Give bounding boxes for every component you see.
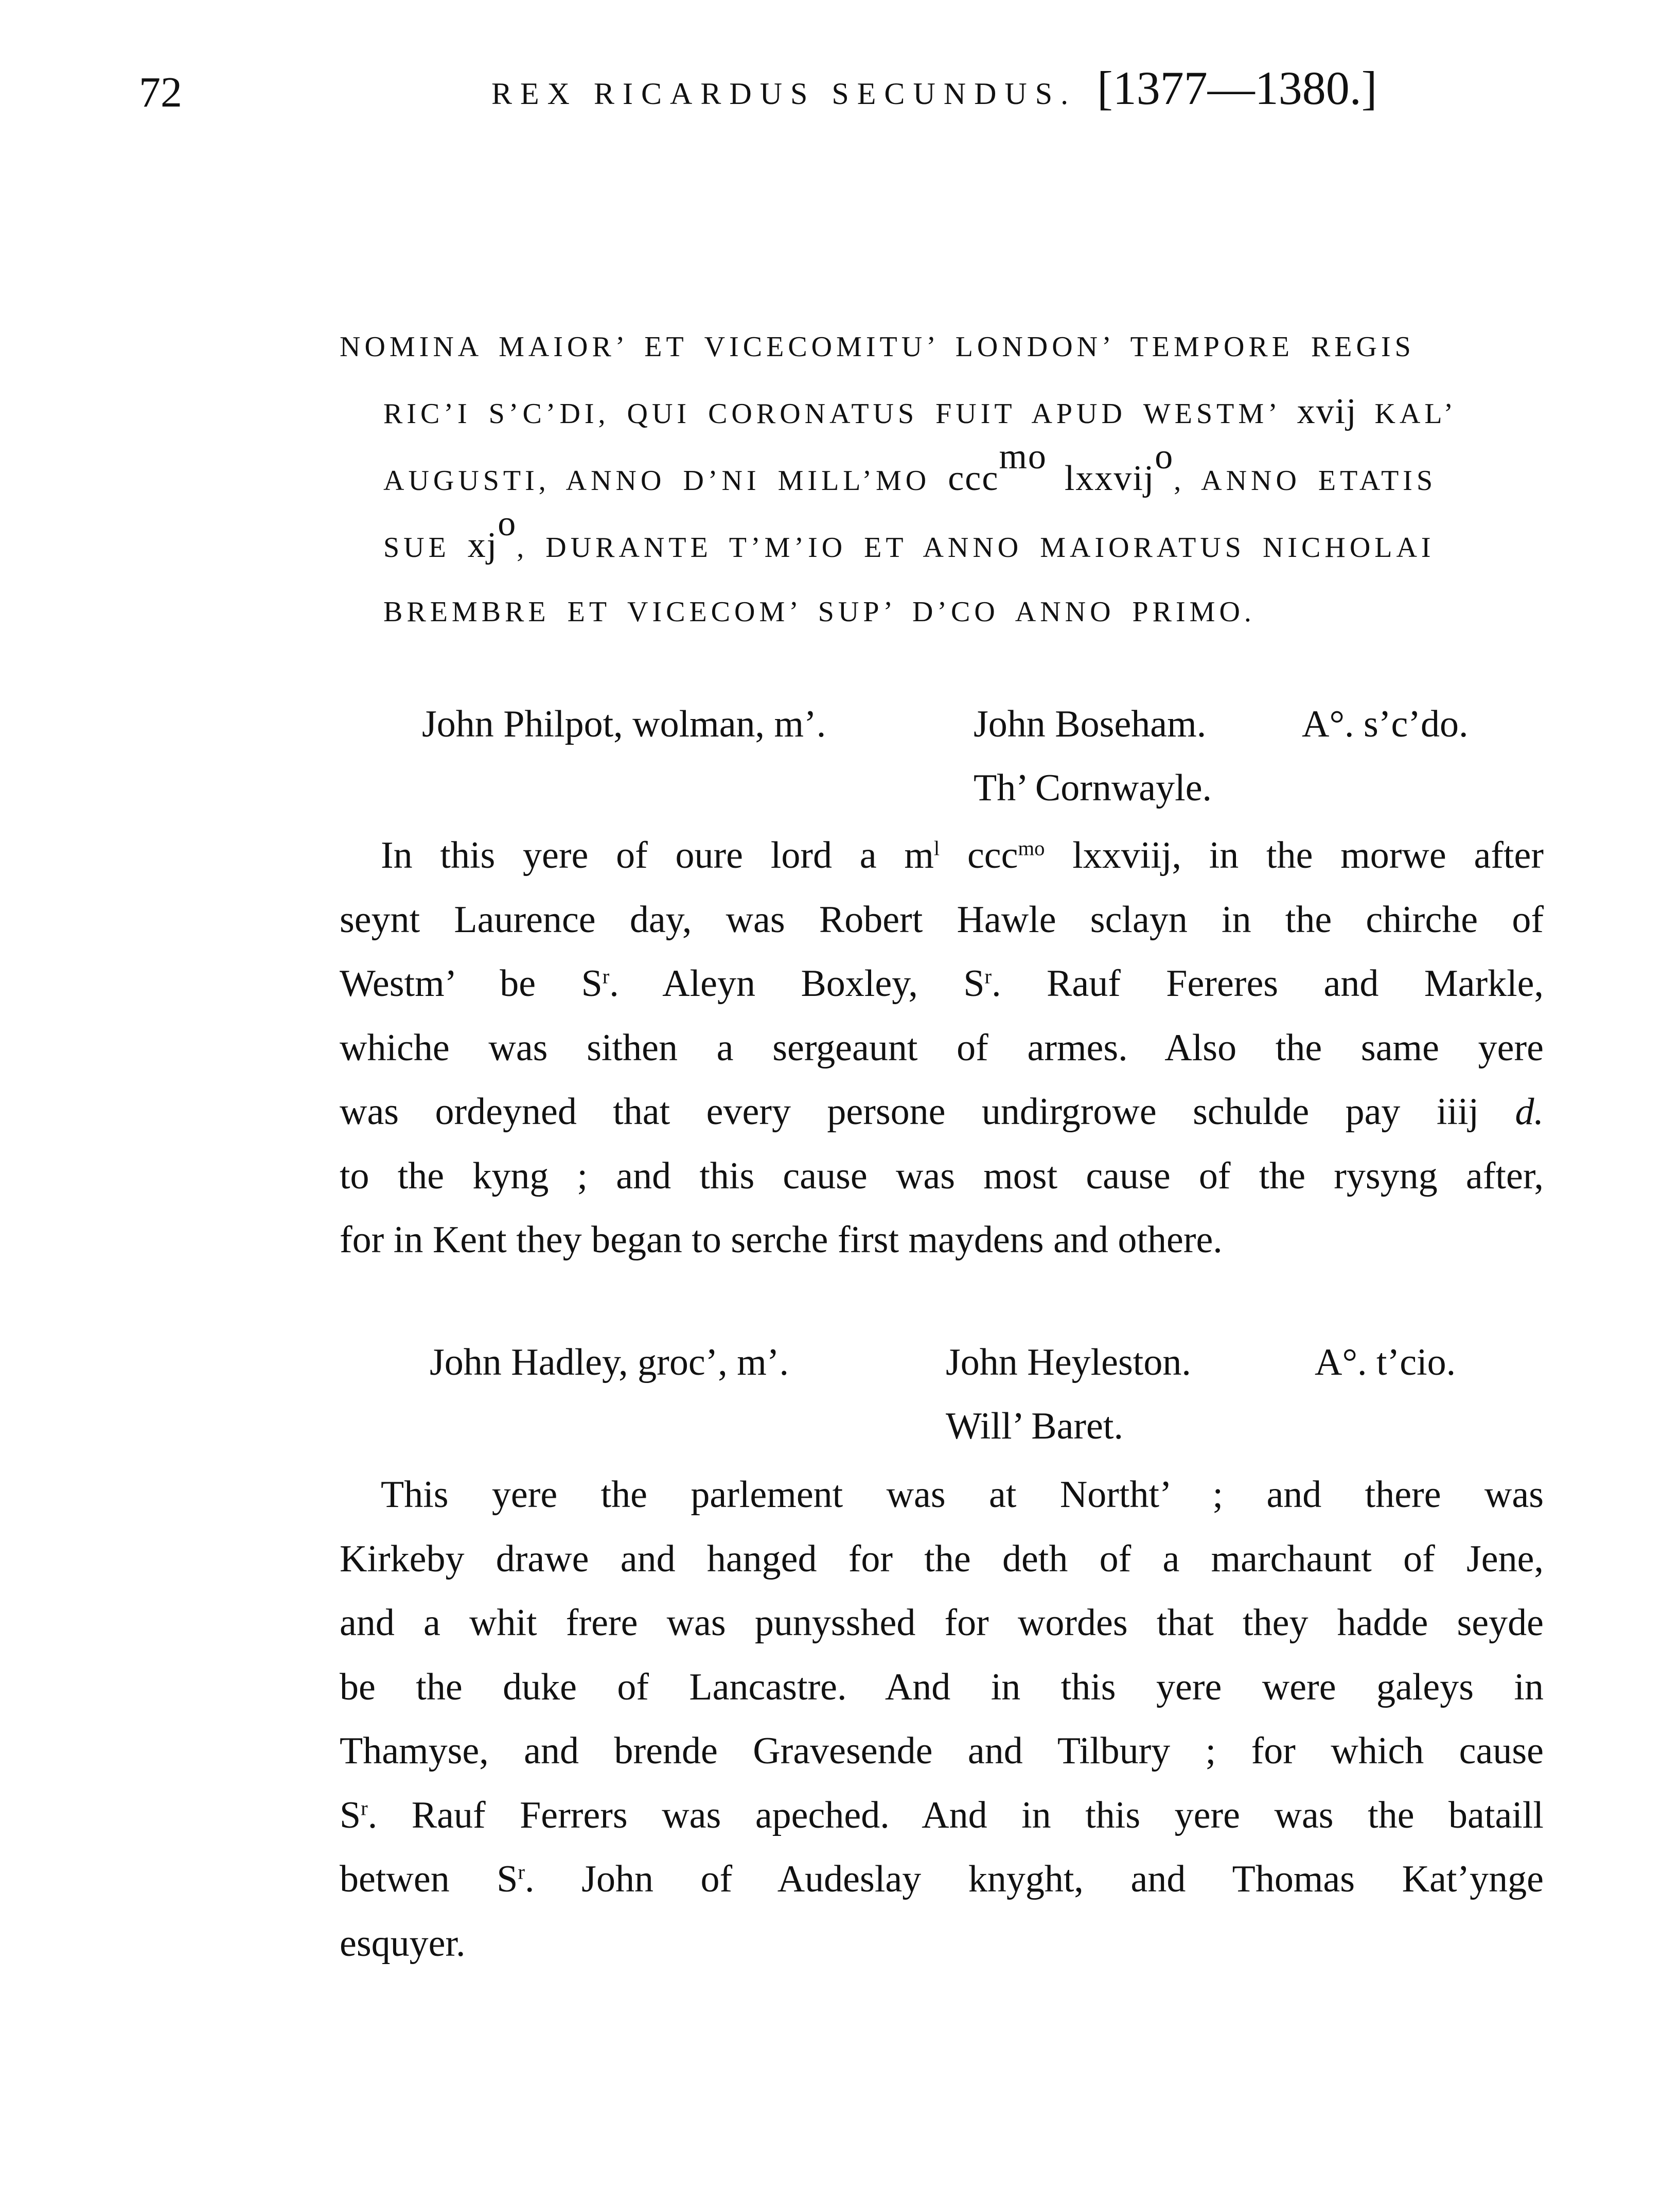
text-line: This yere the parlement was at Northt’ ; and there was [381, 1474, 1544, 1516]
rubric-line: SUE $xj^o$, DURANTE T’M’IO ET ANNO MAIORATUS NICHOLAI [383, 504, 1435, 565]
text-line: be the duke of Lancastre. And in this yere were galeys in [340, 1666, 1544, 1708]
sheriff-name: Th’ Cornwayle. [974, 767, 1212, 809]
text-line: and a whit frere was punysshed for wordes that they hadde seyde [340, 1602, 1544, 1644]
text-line: $S^r$. Rauf Ferrers was apeched. And in this yere was the bataill [340, 1794, 1544, 1836]
sheriff-name: John Boseham. [974, 703, 1207, 745]
text-line: In this yere of oure lord a $m^l$ ccc$^{mo}$ lxxviij, in the morwe after [381, 834, 1544, 877]
regnal-year: A°. t’cio. [1315, 1341, 1456, 1383]
text-line: to the kyng ; and this cause was most cause of the rysyng after, [340, 1154, 1544, 1197]
regnal-year: A°. s’c’do. [1302, 703, 1469, 745]
sheriff-name: Will’ Baret. [946, 1405, 1123, 1447]
chronicle-paragraph [340, 824, 1544, 1272]
rubric-line: NOMINA MAIOR’ ET VICECOMITU’ LONDON’ TEMPORE REGIS [340, 331, 1415, 363]
date-range: [1377—1380.] [1097, 62, 1377, 114]
rubric-line: RIC’I S’C’DI, QUI CORONATUS FUIT APUD WESTM’ xvij KAL’ [383, 392, 1458, 431]
page-number: 72 [139, 68, 182, 116]
rubric-line: AUGUSTI, ANNO D’NI MILL’MO ccc$^{mo}$ lxxvij$^o$, ANNO ETATIS [383, 437, 1437, 498]
rubric-line: BREMBRE ET VICECOM’ SUP’ D’CO ANNO PRIMO. [383, 596, 1255, 628]
text-line: seynt Laurence day, was Robert Hawle sclayn in the chirche of [340, 898, 1544, 941]
mayor-name: John Hadley, groc’, m’. [430, 1341, 789, 1383]
rubric-heading [340, 315, 1538, 644]
text-line: whiche was sithen a sergeaunt of armes. Also the same yere [340, 1026, 1544, 1069]
mayor-name: John Philpot, wolman, m’. [422, 703, 826, 745]
running-title: REX RICARDUS SECUNDUS. [491, 77, 1077, 111]
text-line: esquyer. [340, 1922, 466, 1965]
running-head [491, 63, 1377, 112]
text-line: was ordeyned that every persone undirgrowe schulde pay iiij d. [340, 1091, 1544, 1133]
text-line: Kirkeby drawe and hanged for the deth of a marchaunt of Jene, [340, 1537, 1544, 1580]
text-line: for in Kent they began to serche first maydens and othere. [340, 1219, 1223, 1261]
text-line: Thamyse, and brende Gravesende and Tilbury ; for which cause [340, 1730, 1544, 1772]
chronicle-paragraph [340, 1463, 1544, 1975]
text-line: betwen $S^r$. John of Audeslay knyght, and Thomas Kat’ynge [340, 1858, 1544, 1900]
text-line: Westm’ be $S^r$. Aleyn Boxley, $S^r$. Rauf Fereres and Markle, [340, 962, 1544, 1005]
sheriff-name: John Heyleston. [946, 1341, 1191, 1383]
